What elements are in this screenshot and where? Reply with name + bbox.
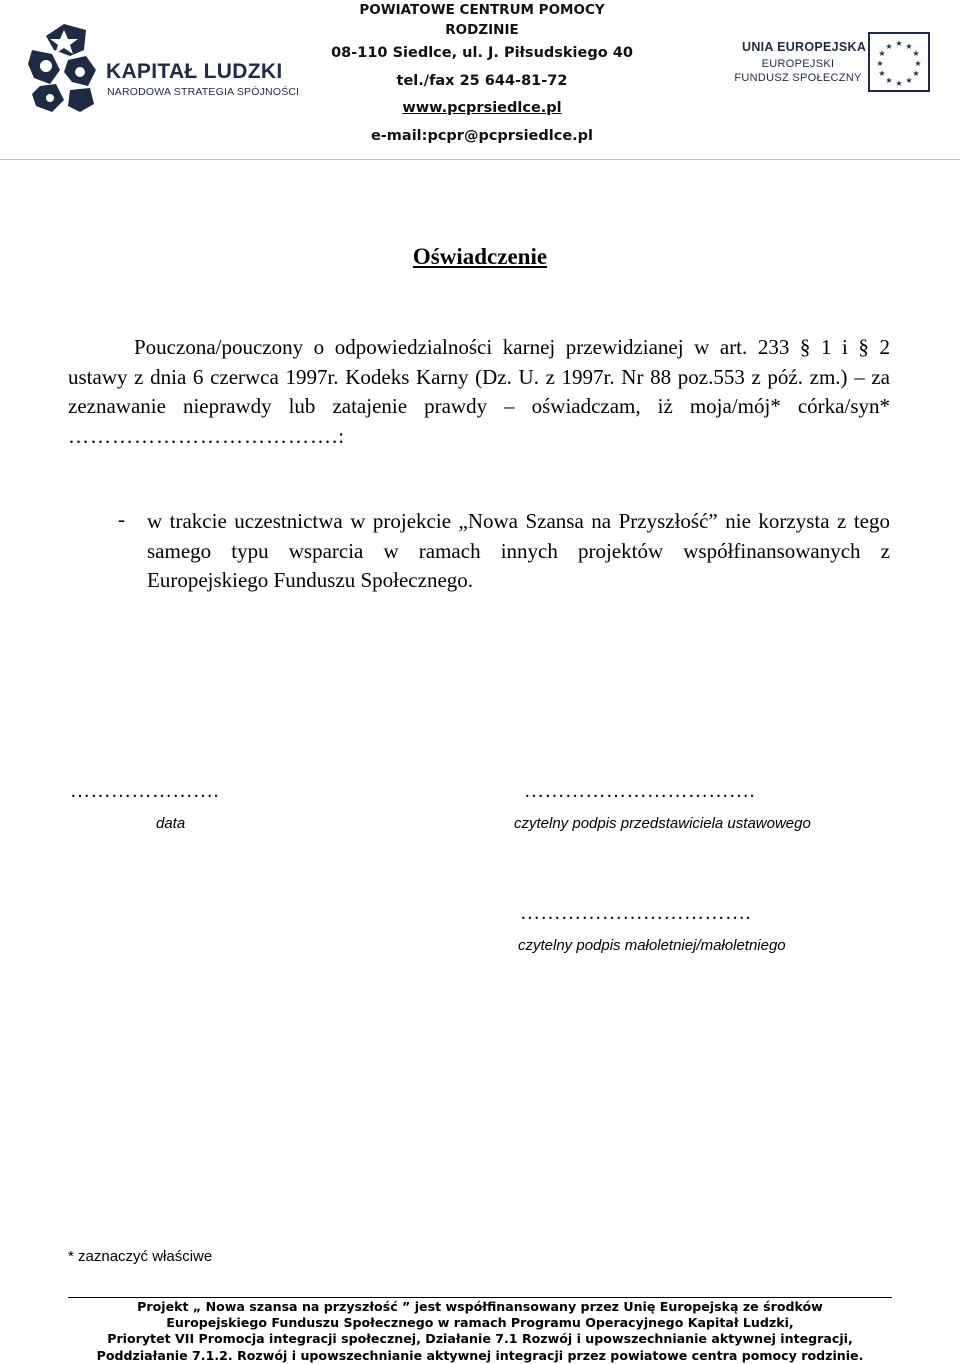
svg-text:★: ★ <box>885 76 893 85</box>
declaration-text: Pouczona/pouczony o odpowiedzialności karnej przewidzianej w art. 233 § 1 i § 2 ustawy z dnia 6 czerwca 1997r. Kodeks Karny (Dz. U. z 1997r. Nr 88 poz.553 z póź. zm.) – za zeznawanie nieprawdy lub zatajenie prawdy – oświadczam, iż moja/mój* córka/syn* <box>68 335 890 418</box>
footer-line3: Priorytet VII Promocja integracji społecznej, Działanie 7.1 Rozwój i upowszechnianie aktywnej integracji, <box>107 1331 853 1347</box>
eu-logo-line2: EUROPEJSKI <box>761 58 835 70</box>
declaration-bullet: w trakcie uczestnictwa w projekcie „Nowa Szansa na Przyszłość” nie korzysta z tego samego typu wsparcia w ramach innych projektów współfinansowanych z Europejskiego Funduszu Społecznego. <box>147 509 890 592</box>
institution-phone: tel./fax 25 644-81-72 <box>396 72 568 89</box>
svg-text:★: ★ <box>878 69 886 78</box>
svg-text:★: ★ <box>878 49 886 58</box>
declaration-paragraph <box>68 333 890 451</box>
footnote: * zaznaczyć właściwe <box>68 1248 213 1265</box>
date-signature-line: …………………. <box>70 780 219 802</box>
child-name-blank: ……………………………….: <box>68 423 346 448</box>
kapital-ludzki-logo <box>24 20 314 120</box>
bullet-dash: - <box>118 507 125 531</box>
svg-text:★: ★ <box>885 42 893 51</box>
minor-signature-line: ……………………………. <box>520 902 751 924</box>
header-divider <box>0 159 960 160</box>
eu-logo-lines <box>732 57 864 85</box>
kapital-ludzki-title: KAPITAŁ LUDZKI <box>106 60 283 83</box>
minor-signature-label: czytelny podpis małoletniej/małoletniego <box>518 937 786 954</box>
guardian-signature-label: czytelny podpis przedstawiciela ustawowego <box>514 815 811 832</box>
svg-text:★: ★ <box>912 49 920 58</box>
eu-logo-line3: FUNDUSZ SPOŁECZNY <box>734 72 862 84</box>
date-label: data <box>156 815 186 832</box>
svg-text:★: ★ <box>876 59 884 68</box>
footer-divider <box>68 1297 892 1298</box>
institution-website-link[interactable]: www.pcprsiedlce.pl <box>402 100 562 116</box>
institution-name: POWIATOWE CENTRUM POMOCY RODZINIE <box>359 2 605 38</box>
institution-email: e-mail:pcpr@pcprsiedlce.pl <box>370 127 594 144</box>
svg-text:★: ★ <box>895 79 903 88</box>
eu-flag-icon <box>868 32 930 92</box>
svg-text:★: ★ <box>912 69 920 78</box>
kapital-ludzki-subtitle: NARODOWA STRATEGIA SPÓJNOŚCI <box>107 86 300 98</box>
footer-line4: Poddziałanie 7.1.2. Rozwój i upowszechnianie aktywnej integracji przez powiatowe centra pomocy rodzinie. <box>96 1347 864 1363</box>
eu-social-fund-logo <box>732 30 937 100</box>
footer-line2: Europejskiego Funduszu Społecznego w ramach Programu Operacyjnego Kapitał Ludzki, <box>166 1315 794 1331</box>
footer-line1: Projekt „ Nowa szansa na przyszłość ” jest współfinansowany przez Unię Europejską ze środków <box>137 1299 823 1314</box>
project-footer <box>60 1299 900 1364</box>
eu-logo-line1: UNIA EUROPEJSKA <box>742 40 867 54</box>
svg-text:★: ★ <box>895 39 903 48</box>
institution-street: 08-110 Siedlce, ul. J. Piłsudskiego 40 <box>331 45 633 61</box>
svg-text:★: ★ <box>905 76 913 85</box>
guardian-signature-line: ……………………………. <box>524 780 755 802</box>
svg-text:★: ★ <box>905 42 913 51</box>
svg-text:★: ★ <box>914 59 922 68</box>
kapital-ludzki-emblem-icon <box>24 20 104 120</box>
document-title: Oświadczenie <box>412 244 548 269</box>
institution-address-block <box>322 0 642 150</box>
